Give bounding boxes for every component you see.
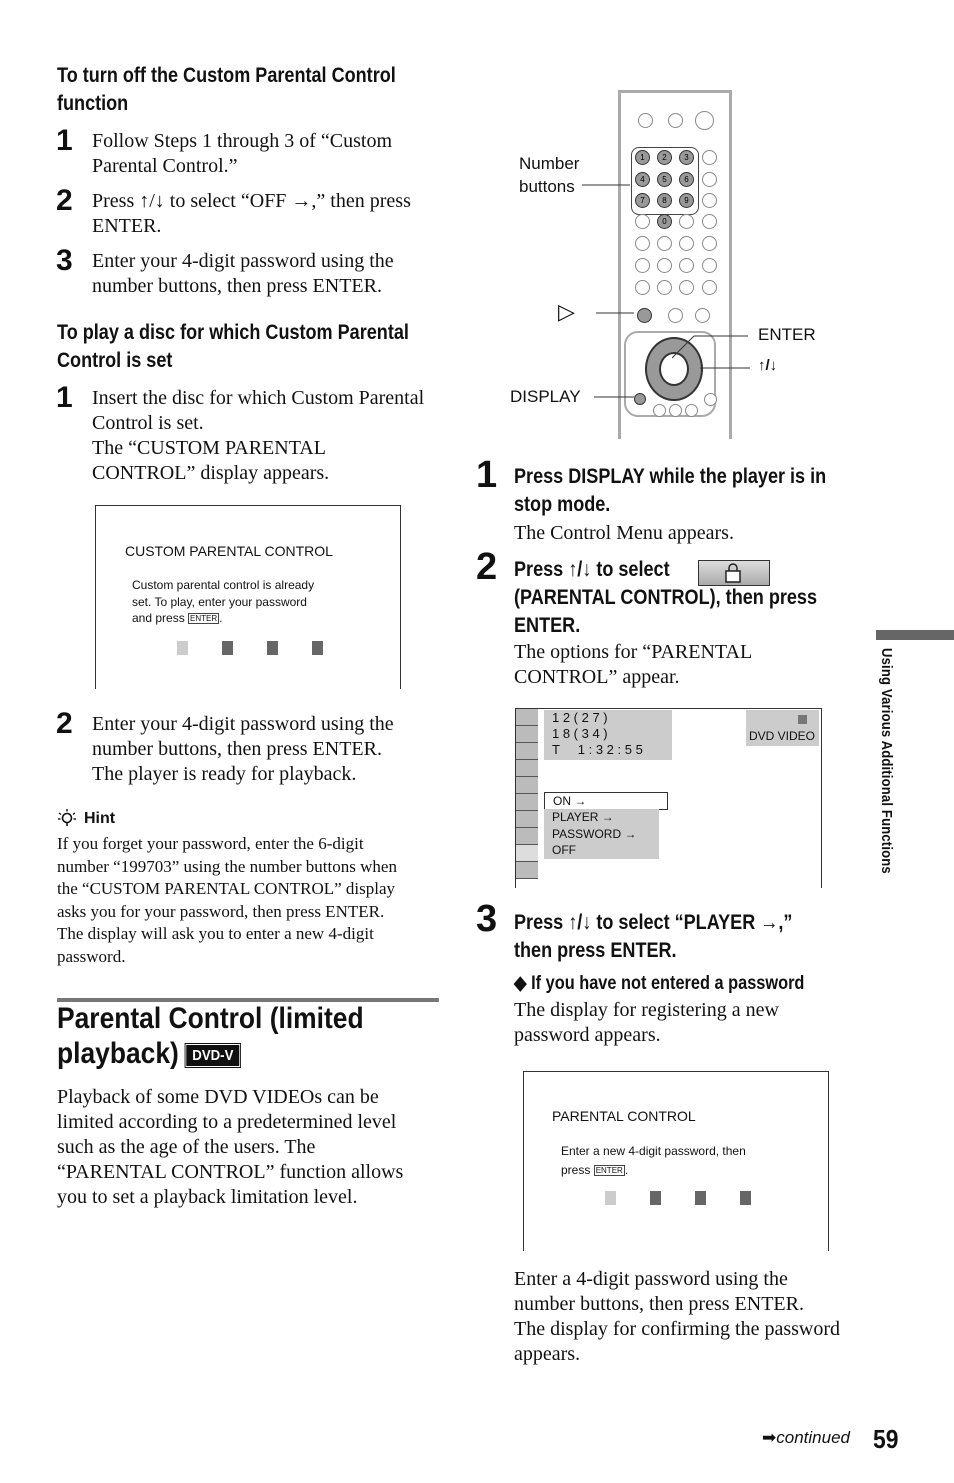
disc-type-panel xyxy=(746,710,819,746)
remote-button xyxy=(702,258,717,273)
digit-button: 9 xyxy=(679,193,694,208)
remote-button xyxy=(635,214,650,229)
option-password[interactable]: PASSWORD → xyxy=(552,826,637,841)
menu-icon-slot xyxy=(516,709,538,726)
play-button-icon xyxy=(637,308,652,323)
arrow-right-icon: ➡ xyxy=(762,1428,777,1447)
remote-button xyxy=(679,214,694,229)
remote-button xyxy=(669,404,682,417)
hint-text: If you forget your password, enter the 6-digit number “199703” using the number buttons when the “CUSTOM PARENTAL CONTROL” display asks you for your password, then press ENTER. The display will ask you to enter a new 4-digit password. xyxy=(57,834,397,966)
power-icon xyxy=(695,111,714,130)
arrows-label: ↑/↓ xyxy=(758,357,778,374)
prev-icon xyxy=(635,258,650,273)
menu-icon-slot xyxy=(516,760,538,777)
custom-parental-control-screen xyxy=(95,505,401,689)
step-number: 3 xyxy=(476,898,498,940)
remote-button xyxy=(657,236,672,251)
remote-button xyxy=(702,214,717,229)
digit-button: 1 xyxy=(635,150,650,165)
side-tab-label: Using Various Additional Functions xyxy=(878,648,895,874)
final-paragraph: Enter a 4-digit password using the number buttons, then press ENTER. The display for confirming the password appears. xyxy=(514,1268,841,1365)
disc-icon xyxy=(798,715,807,724)
digit-button: 4 xyxy=(635,172,650,187)
remote-button xyxy=(702,280,717,295)
option-on[interactable]: ON → xyxy=(544,792,668,810)
digit-button: 0 xyxy=(657,214,672,229)
remote-button xyxy=(679,236,694,251)
step-title: Press DISPLAY while the player is in stop mode. xyxy=(514,465,827,516)
step-text: Enter your 4-digit password using the number buttons, then press ENTER. The player is ready for playback. xyxy=(92,713,394,785)
menu-icon-slot xyxy=(516,811,538,828)
remote-button xyxy=(702,193,717,208)
menu-icon-slot xyxy=(516,794,538,811)
digit-button: 3 xyxy=(679,150,694,165)
play-leader xyxy=(596,305,636,321)
digit-button: 8 xyxy=(657,193,672,208)
number-buttons-leader xyxy=(580,170,640,200)
padlock-icon xyxy=(699,561,769,585)
display-leader xyxy=(594,389,636,405)
screen-title: PARENTAL CONTROL xyxy=(552,1108,696,1124)
menu-icon-slot-selected xyxy=(516,845,538,862)
arrows-leader xyxy=(700,356,752,380)
menu-icon-slot xyxy=(516,862,538,879)
step-number: 2 xyxy=(56,707,73,740)
enter-label: ENTER xyxy=(758,325,816,344)
step-number: 1 xyxy=(56,381,73,414)
step-text: Press ↑/↓ to select “OFF →,” then press ENTER. xyxy=(92,190,411,237)
password-digit-slot xyxy=(740,1191,751,1205)
digit-button: 5 xyxy=(657,172,672,187)
stop-icon xyxy=(695,308,710,323)
step-text: Enter your 4-digit password using the number buttons, then press ENTER. xyxy=(92,250,394,297)
disc-info-panel: 1 2 ( 2 7 ) 1 8 ( 3 4 ) T 1 : 3 2 : 5 5 xyxy=(544,710,672,760)
play-symbol-label: ▷ xyxy=(558,299,575,324)
password-digit-slot xyxy=(695,1191,706,1205)
step-text: Insert the disc for which Custom Parental Control is set. The “CUSTOM PARENTAL CONTROL” display appears. xyxy=(92,387,425,484)
digit-button: 7 xyxy=(635,193,650,208)
side-tab-bar xyxy=(876,630,954,640)
password-digit-slot xyxy=(177,641,188,655)
continued-note: ➡continued xyxy=(762,1428,850,1447)
screen-message: Enter a new 4-digit password, then press ENTER . xyxy=(561,1144,746,1177)
intro-paragraph: Playback of some DVD VIDEOs can be limited according to a predetermined level such as the age of the users. The “PARENTAL CONTROL” function allows you to set a playback limitation level. xyxy=(57,1086,404,1208)
hint-heading xyxy=(57,808,116,835)
parental-control-icon xyxy=(698,560,770,586)
dvd-v-badge: DVD-V xyxy=(186,1045,239,1066)
menu-icon-slot xyxy=(516,777,538,794)
options-list xyxy=(544,809,659,859)
next-icon xyxy=(657,258,672,273)
step-number: 1 xyxy=(476,454,498,496)
forward-icon xyxy=(657,280,672,295)
remote-button xyxy=(702,236,717,251)
step-title: Press ↑/↓ to select (PARENTAL CONTROL), then press ENTER. xyxy=(514,558,818,637)
volume-up-icon xyxy=(702,150,717,165)
remote-button xyxy=(668,113,683,128)
subsection-text: The display for registering a new password appears. xyxy=(514,999,779,1046)
remote-control-illustration xyxy=(618,90,732,439)
hint-label: Hint xyxy=(84,810,116,827)
open-close-icon xyxy=(638,113,653,128)
password-digit-slot xyxy=(267,641,278,655)
step-number: 2 xyxy=(56,184,73,217)
step-text: Follow Steps 1 through 3 of “Custom Parental Control.” xyxy=(92,130,393,177)
digit-button: 6 xyxy=(679,172,694,187)
section-title-play-disc: To play a disc for which Custom Parental Control is set xyxy=(57,321,409,372)
remote-button xyxy=(679,258,694,273)
digit-button: 2 xyxy=(657,150,672,165)
menu-icon-slot xyxy=(516,743,538,760)
page-title: Parental Control (limited playback) DVD-V xyxy=(57,1002,364,1070)
remote-button xyxy=(635,236,650,251)
return-icon xyxy=(679,280,694,295)
step-number: 1 xyxy=(56,124,73,157)
screen-message: Custom parental control is already set. To play, enter your password and press ENTER . xyxy=(132,578,315,625)
password-digit-slot xyxy=(605,1191,616,1205)
password-digit-slot xyxy=(222,641,233,655)
number-buttons-label: Number buttons xyxy=(519,154,580,196)
control-menu-screen xyxy=(515,708,822,888)
password-digit-slot xyxy=(312,641,323,655)
password-digit-slot xyxy=(650,1191,661,1205)
menu-icon-slot xyxy=(516,726,538,743)
display-label: DISPLAY xyxy=(510,387,581,406)
volume-down-icon xyxy=(702,172,717,187)
screen-title: CUSTOM PARENTAL CONTROL xyxy=(125,543,333,559)
subsection-title: ◆ If you have not entered a password xyxy=(514,973,805,994)
rewind-icon xyxy=(635,280,650,295)
section-title-turn-off: To turn off the Custom Parental Control function xyxy=(57,64,396,115)
remote-button xyxy=(653,404,666,417)
enter-key-icon: ENTER xyxy=(190,614,218,624)
enter-key-icon: ENTER xyxy=(595,1166,623,1176)
menu-icon-slot xyxy=(516,828,538,845)
step-text: The Control Menu appears. xyxy=(514,522,734,544)
remote-button xyxy=(685,404,698,417)
step-number: 2 xyxy=(476,546,498,588)
disc-type-label: DVD VIDEO xyxy=(749,729,816,743)
pause-icon xyxy=(668,308,683,323)
option-player[interactable]: PLAYER → xyxy=(552,810,614,824)
parental-control-screen xyxy=(523,1071,829,1251)
step-text: The options for “PARENTAL CONTROL” appear. xyxy=(514,641,753,688)
step-title: Press ↑/↓ to select “PLAYER →,” then press ENTER. xyxy=(514,911,793,962)
step-number: 3 xyxy=(56,244,73,277)
option-off[interactable]: OFF xyxy=(552,843,576,857)
page-number: 59 xyxy=(873,1424,899,1454)
remote-button xyxy=(704,393,717,406)
lightbulb-icon xyxy=(57,808,77,830)
